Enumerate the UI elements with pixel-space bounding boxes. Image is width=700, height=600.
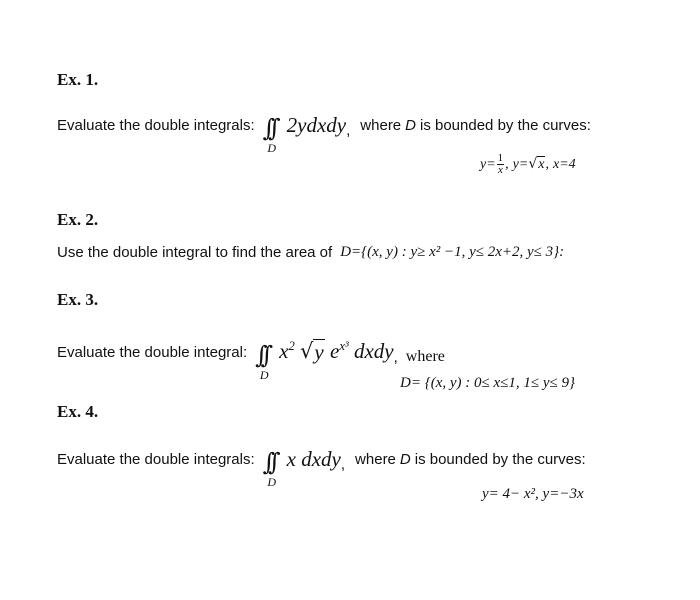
ex2-heading: Ex. 2.: [57, 210, 99, 229]
ex1-where: where: [360, 116, 402, 134]
ex3-sqrt-radicand: y: [314, 340, 324, 364]
ex3-integrand: [279, 339, 393, 365]
ex1-curve-y1: y=: [480, 156, 496, 172]
ex2-statement: [57, 244, 564, 261]
ex4-D: D: [399, 450, 411, 468]
double-integral-icon: ∫∫: [255, 341, 267, 369]
sqrt-icon: √: [528, 156, 538, 172]
ex4-statement: [57, 440, 586, 489]
ex1-D: D: [405, 116, 416, 134]
ex3-e: e: [330, 339, 340, 363]
ex1-double-integral: [263, 116, 281, 154]
ex4-double-integral: [263, 450, 281, 488]
double-integral-icon: ∫∫: [262, 448, 274, 476]
ex3-sqrt: [300, 339, 325, 365]
ex3-prefix: Evaluate the double integral:: [57, 343, 248, 361]
ex1-integrand: 2ydxdy: [286, 112, 347, 137]
ex2-text: Use the double integral to find the area of: [57, 244, 333, 261]
ex4-curves: y= 4− x², y=−3x: [482, 486, 584, 502]
ex4-heading: Ex. 4.: [57, 402, 99, 421]
ex3-statement: [57, 333, 445, 382]
ex4-integral-region: D: [267, 475, 276, 489]
ex1-suffix: is bounded by the curves:: [420, 116, 591, 134]
ex3-heading: Ex. 3.: [57, 290, 99, 309]
ex3-where: where: [405, 348, 445, 365]
ex1-sqrt-radicand: x: [538, 157, 545, 172]
ex1-sqrt: [528, 156, 545, 173]
sqrt-icon: √: [300, 339, 314, 363]
ex1-fraction: [497, 153, 505, 176]
ex2-set: D={(x, y) : y≥ x² −1, y≤ 2x+2, y≤ 3}:: [340, 244, 565, 260]
ex3-dxdy: dxdy: [353, 339, 394, 363]
ex1-sep1: ,: [505, 156, 509, 172]
ex3-e-exp: x³: [339, 339, 349, 353]
ex1-comma: ,: [346, 121, 351, 139]
ex1-fraction-num: 1: [497, 152, 504, 164]
ex1-heading: Ex. 1.: [57, 70, 99, 89]
ex4-where: where: [355, 450, 396, 468]
ex4-suffix: is bounded by the curves:: [414, 450, 586, 468]
ex1-curve-x3: x=4: [552, 156, 576, 172]
ex4-comma: ,: [340, 455, 346, 473]
ex3-integral-region: D: [259, 368, 269, 382]
ex1-statement: [57, 106, 591, 155]
ex3-x: x: [279, 339, 289, 363]
ex3-set: D= {(x, y) : 0≤ x≤1, 1≤ y≤ 9}: [400, 375, 575, 391]
ex1-fraction-den: x: [497, 164, 503, 176]
ex1-integral-region: D: [267, 141, 276, 155]
double-integral-icon: ∫∫: [262, 114, 274, 142]
ex1-prefix: Evaluate the double integrals:: [57, 116, 255, 134]
ex4-prefix: Evaluate the double integrals:: [57, 450, 255, 468]
ex3-comma: ,: [393, 348, 398, 366]
ex1-sep2: ,: [545, 156, 549, 172]
ex1-curves: [480, 153, 576, 176]
ex4-integrand: x dxdy: [286, 446, 341, 471]
ex1-curve-y2: y=: [512, 156, 529, 172]
ex3-double-integral: [255, 343, 273, 381]
ex3-x-exp: 2: [288, 339, 295, 353]
